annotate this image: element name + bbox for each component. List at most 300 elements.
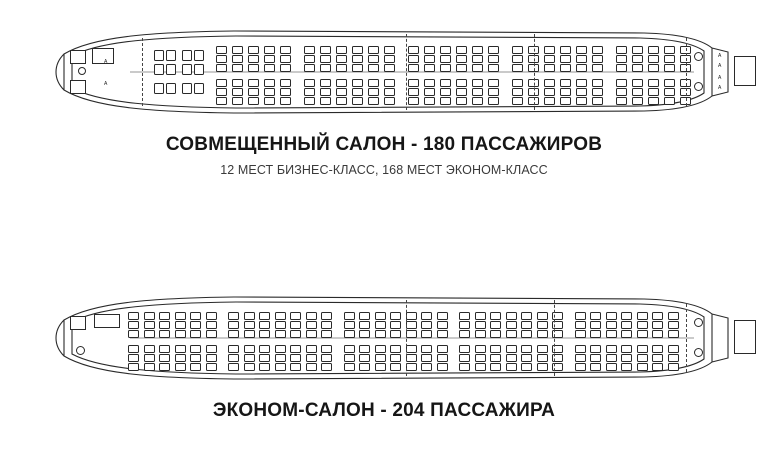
seat-economy	[544, 97, 555, 105]
seat-economy	[521, 345, 532, 353]
seat-economy	[320, 55, 331, 63]
seat-economy	[664, 55, 675, 63]
seat-economy	[648, 46, 659, 54]
seat-economy	[359, 330, 370, 338]
seat-economy	[490, 363, 501, 371]
seat-economy	[290, 330, 301, 338]
seat-economy	[592, 64, 603, 72]
seat-economy	[512, 55, 523, 63]
seat-economy	[459, 330, 470, 338]
seat-economy	[406, 345, 417, 353]
seat-economy	[437, 363, 448, 371]
seat-economy	[537, 330, 548, 338]
seat-economy	[544, 64, 555, 72]
seat-economy	[459, 363, 470, 371]
seat-economy	[159, 363, 170, 371]
seat-economy	[232, 46, 243, 54]
seat-economy	[488, 55, 499, 63]
seat-economy	[304, 97, 315, 105]
seat-economy	[592, 79, 603, 87]
seat-economy	[144, 363, 155, 371]
seat-economy	[632, 97, 643, 105]
seat-economy	[621, 321, 632, 329]
seat-economy	[652, 330, 663, 338]
seat-economy	[456, 55, 467, 63]
seat-economy	[306, 330, 317, 338]
caption-combined: СОВМЕЩЕННЫЙ САЛОН - 180 ПАССАЖИРОВ	[165, 134, 603, 155]
seat-economy	[664, 88, 675, 96]
seat-economy	[375, 330, 386, 338]
seat-economy	[352, 97, 363, 105]
seat-economy	[592, 88, 603, 96]
seat-economy	[321, 330, 332, 338]
seat-economy	[521, 330, 532, 338]
seat-economy	[590, 321, 601, 329]
seat-economy	[648, 79, 659, 87]
lavatory-aft-icon	[694, 348, 703, 357]
seat-economy	[590, 363, 601, 371]
seat-economy	[216, 97, 227, 105]
seat-economy	[406, 363, 417, 371]
seat-economy	[216, 79, 227, 87]
seat-economy	[521, 321, 532, 329]
seat-map-economy	[34, 290, 734, 386]
seat-economy	[506, 363, 517, 371]
seat-economy	[506, 354, 517, 362]
seat-economy	[408, 46, 419, 54]
seat-economy	[637, 321, 648, 329]
seat-economy	[440, 64, 451, 72]
seat-economy	[575, 312, 586, 320]
seat-economy	[616, 88, 627, 96]
seat-economy	[228, 363, 239, 371]
seat-economy	[206, 354, 217, 362]
seat-economy	[668, 312, 679, 320]
seat-economy	[228, 330, 239, 338]
seat-economy	[359, 354, 370, 362]
seat-economy	[306, 312, 317, 320]
seat-economy	[259, 363, 270, 371]
seat-economy	[459, 321, 470, 329]
seat-economy	[190, 345, 201, 353]
seat-economy	[144, 330, 155, 338]
seat-economy	[306, 345, 317, 353]
seat-economy	[344, 312, 355, 320]
seat-economy	[424, 46, 435, 54]
seat-economy	[575, 354, 586, 362]
seat-economy	[606, 321, 617, 329]
seat-economy	[459, 354, 470, 362]
seat-economy	[144, 354, 155, 362]
seat-economy	[592, 46, 603, 54]
seat-economy	[190, 330, 201, 338]
seat-economy	[652, 354, 663, 362]
seat-economy	[632, 46, 643, 54]
seat-economy	[306, 363, 317, 371]
seat-economy	[280, 79, 291, 87]
seat-economy	[144, 321, 155, 329]
seat-economy	[576, 55, 587, 63]
seat-economy	[592, 97, 603, 105]
seat-economy	[384, 55, 395, 63]
seat-economy	[668, 363, 679, 371]
seat-economy	[244, 363, 255, 371]
seat-economy	[521, 363, 532, 371]
seat-economy	[144, 312, 155, 320]
seat-economy	[304, 64, 315, 72]
seat-economy	[606, 345, 617, 353]
seat-economy	[359, 345, 370, 353]
seat-economy	[336, 79, 347, 87]
seat-economy	[575, 330, 586, 338]
seat-economy	[368, 46, 379, 54]
lavatory-aft-icon	[694, 82, 703, 91]
seat-economy	[244, 312, 255, 320]
seat-economy	[384, 97, 395, 105]
seat-economy	[512, 97, 523, 105]
seat-economy	[228, 321, 239, 329]
seat-economy	[521, 354, 532, 362]
seat-economy	[128, 363, 139, 371]
economy-seat-group	[34, 290, 734, 386]
seat-economy	[259, 330, 270, 338]
seat-economy	[275, 363, 286, 371]
subcaption-combined: 12 МЕСТ БИЗНЕС-КЛАСС, 168 МЕСТ ЭКОНОМ-КЛАСС	[220, 163, 548, 177]
seat-economy	[621, 330, 632, 338]
seat-economy	[456, 97, 467, 105]
seat-economy	[280, 97, 291, 105]
exit-label: A	[718, 85, 722, 91]
seat-economy	[616, 55, 627, 63]
seat-economy	[259, 354, 270, 362]
seat-economy	[384, 46, 395, 54]
seat-economy	[384, 88, 395, 96]
economy-seat-group	[34, 24, 734, 120]
seat-economy	[637, 345, 648, 353]
caption-economy: ЭКОНОМ-САЛОН - 204 ПАССАЖИРА	[212, 400, 556, 421]
seat-economy	[368, 79, 379, 87]
seat-economy	[321, 345, 332, 353]
seat-economy	[248, 64, 259, 72]
seat-economy	[206, 330, 217, 338]
seat-economy	[560, 79, 571, 87]
seat-economy	[488, 79, 499, 87]
seat-economy	[440, 55, 451, 63]
seat-economy	[352, 88, 363, 96]
seat-economy	[264, 55, 275, 63]
seat-economy	[290, 354, 301, 362]
seat-economy	[344, 345, 355, 353]
seat-economy	[232, 64, 243, 72]
seat-economy	[206, 345, 217, 353]
seat-economy	[352, 79, 363, 87]
seat-economy	[632, 64, 643, 72]
seat-economy	[336, 88, 347, 96]
seat-economy	[575, 345, 586, 353]
seat-economy	[390, 330, 401, 338]
seat-economy	[490, 354, 501, 362]
seat-economy	[424, 97, 435, 105]
seat-economy	[259, 321, 270, 329]
seat-economy	[456, 79, 467, 87]
seat-economy	[320, 79, 331, 87]
seat-economy	[344, 321, 355, 329]
seat-economy	[606, 330, 617, 338]
seat-economy	[488, 88, 499, 96]
seat-economy	[280, 55, 291, 63]
seat-economy	[216, 64, 227, 72]
seat-economy	[437, 321, 448, 329]
seat-economy	[512, 88, 523, 96]
seat-economy	[652, 345, 663, 353]
seat-economy	[664, 79, 675, 87]
seat-economy	[590, 345, 601, 353]
seat-economy	[560, 97, 571, 105]
seat-economy	[306, 321, 317, 329]
seat-economy	[560, 64, 571, 72]
seat-economy	[488, 46, 499, 54]
seat-economy	[259, 312, 270, 320]
seat-economy	[128, 354, 139, 362]
seat-economy	[437, 354, 448, 362]
seat-economy	[560, 46, 571, 54]
seat-economy	[206, 321, 217, 329]
seat-economy	[304, 46, 315, 54]
seat-economy	[244, 330, 255, 338]
seat-economy	[632, 88, 643, 96]
seat-map-combined	[34, 24, 734, 120]
seat-economy	[244, 345, 255, 353]
seat-economy	[406, 354, 417, 362]
exit-line-mid	[406, 34, 407, 110]
seat-economy	[521, 312, 532, 320]
seat-economy	[128, 330, 139, 338]
seat-economy	[375, 345, 386, 353]
seat-economy	[490, 330, 501, 338]
seat-economy	[421, 312, 432, 320]
seat-economy	[344, 354, 355, 362]
seat-economy	[488, 97, 499, 105]
seat-economy	[544, 55, 555, 63]
seat-economy	[575, 363, 586, 371]
exit-line-aft	[686, 38, 687, 106]
seat-economy	[472, 46, 483, 54]
seat-economy	[648, 97, 659, 105]
seat-economy	[206, 363, 217, 371]
seat-economy	[190, 321, 201, 329]
seat-economy	[275, 321, 286, 329]
seat-economy	[368, 64, 379, 72]
seat-economy	[304, 55, 315, 63]
exit-line-aft	[686, 304, 687, 372]
seat-economy	[290, 363, 301, 371]
seat-economy	[368, 88, 379, 96]
seat-economy	[606, 354, 617, 362]
seat-economy	[472, 88, 483, 96]
seat-economy	[248, 46, 259, 54]
seat-economy	[390, 312, 401, 320]
seat-economy	[408, 88, 419, 96]
seat-economy	[280, 88, 291, 96]
aircraft-plan-combined	[34, 24, 734, 120]
seat-economy	[248, 97, 259, 105]
seat-economy	[621, 345, 632, 353]
exit-label: A	[718, 75, 722, 81]
seat-economy	[144, 345, 155, 353]
seat-economy	[275, 354, 286, 362]
seat-economy	[652, 363, 663, 371]
seat-economy	[424, 64, 435, 72]
seat-economy	[390, 363, 401, 371]
seat-economy	[368, 97, 379, 105]
seat-economy	[575, 321, 586, 329]
seat-economy	[244, 354, 255, 362]
seat-economy	[321, 363, 332, 371]
seat-economy	[359, 363, 370, 371]
seat-economy	[472, 64, 483, 72]
seat-economy	[232, 88, 243, 96]
seat-economy	[244, 321, 255, 329]
aircraft-plan-economy	[34, 290, 734, 386]
seat-economy	[206, 312, 217, 320]
cabin-diagram-combined	[0, 24, 768, 177]
galley-aft	[734, 320, 756, 354]
seat-economy	[175, 345, 186, 353]
seat-economy	[390, 321, 401, 329]
seat-economy	[352, 55, 363, 63]
seat-economy	[280, 64, 291, 72]
seat-economy	[475, 321, 486, 329]
exit-line-overwing	[534, 34, 535, 110]
seat-economy	[512, 79, 523, 87]
seat-economy	[537, 312, 548, 320]
seat-economy	[408, 64, 419, 72]
seat-economy	[616, 79, 627, 87]
seat-economy	[576, 97, 587, 105]
seat-economy	[440, 46, 451, 54]
seat-economy	[590, 312, 601, 320]
seat-economy	[424, 55, 435, 63]
exit-label: A	[104, 81, 108, 87]
seat-economy	[560, 55, 571, 63]
seat-economy	[175, 354, 186, 362]
seat-economy	[590, 354, 601, 362]
seat-economy	[228, 354, 239, 362]
exit-line-forward	[142, 38, 143, 106]
seat-economy	[190, 312, 201, 320]
lavatory-aft-icon	[694, 52, 703, 61]
exit-line-mid	[406, 300, 407, 376]
seat-economy	[637, 330, 648, 338]
seat-economy	[264, 97, 275, 105]
seat-economy	[421, 330, 432, 338]
seat-economy	[175, 363, 186, 371]
seat-economy	[537, 363, 548, 371]
seat-economy	[637, 312, 648, 320]
seat-economy	[128, 345, 139, 353]
seat-economy	[175, 330, 186, 338]
seat-economy	[606, 363, 617, 371]
seat-economy	[390, 345, 401, 353]
seat-economy	[544, 88, 555, 96]
seat-economy	[352, 64, 363, 72]
seat-economy	[336, 64, 347, 72]
seat-economy	[352, 46, 363, 54]
seat-economy	[506, 321, 517, 329]
exit-label: A	[718, 53, 722, 59]
seat-economy	[490, 312, 501, 320]
seat-economy	[320, 64, 331, 72]
seat-economy	[456, 64, 467, 72]
seat-economy	[280, 46, 291, 54]
seat-economy	[175, 312, 186, 320]
seat-economy	[606, 312, 617, 320]
seat-economy	[359, 321, 370, 329]
seat-economy	[375, 312, 386, 320]
galley-aft	[734, 56, 756, 86]
seat-economy	[406, 330, 417, 338]
seat-economy	[408, 55, 419, 63]
seat-economy	[159, 330, 170, 338]
seat-economy	[264, 88, 275, 96]
seat-economy	[290, 345, 301, 353]
seat-economy	[424, 79, 435, 87]
seat-economy	[621, 354, 632, 362]
seat-economy	[537, 354, 548, 362]
seat-economy	[320, 88, 331, 96]
seat-economy	[506, 330, 517, 338]
seat-economy	[216, 55, 227, 63]
seat-economy	[216, 88, 227, 96]
seat-economy	[664, 97, 675, 105]
seat-economy	[128, 321, 139, 329]
seat-economy	[652, 312, 663, 320]
seat-economy	[336, 55, 347, 63]
seat-economy	[648, 88, 659, 96]
seat-economy	[576, 88, 587, 96]
seat-economy	[336, 97, 347, 105]
seat-economy	[632, 79, 643, 87]
seat-economy	[475, 345, 486, 353]
seat-economy	[475, 363, 486, 371]
seat-economy	[512, 64, 523, 72]
lavatory-aft-icon	[694, 318, 703, 327]
seat-economy	[264, 46, 275, 54]
seat-economy	[537, 345, 548, 353]
seat-economy	[306, 354, 317, 362]
exit-label: A	[104, 59, 108, 65]
seat-economy	[320, 97, 331, 105]
seat-economy	[488, 64, 499, 72]
seat-economy	[664, 64, 675, 72]
seat-economy	[648, 55, 659, 63]
seat-economy	[321, 321, 332, 329]
seat-economy	[616, 64, 627, 72]
seat-economy	[506, 345, 517, 353]
seat-economy	[652, 321, 663, 329]
seat-economy	[384, 64, 395, 72]
seat-economy	[368, 55, 379, 63]
seat-economy	[560, 88, 571, 96]
seat-economy	[406, 321, 417, 329]
seat-economy	[344, 363, 355, 371]
seat-economy	[408, 97, 419, 105]
seat-economy	[159, 354, 170, 362]
seat-economy	[424, 88, 435, 96]
seat-economy	[232, 97, 243, 105]
seat-economy	[259, 345, 270, 353]
seat-economy	[384, 79, 395, 87]
